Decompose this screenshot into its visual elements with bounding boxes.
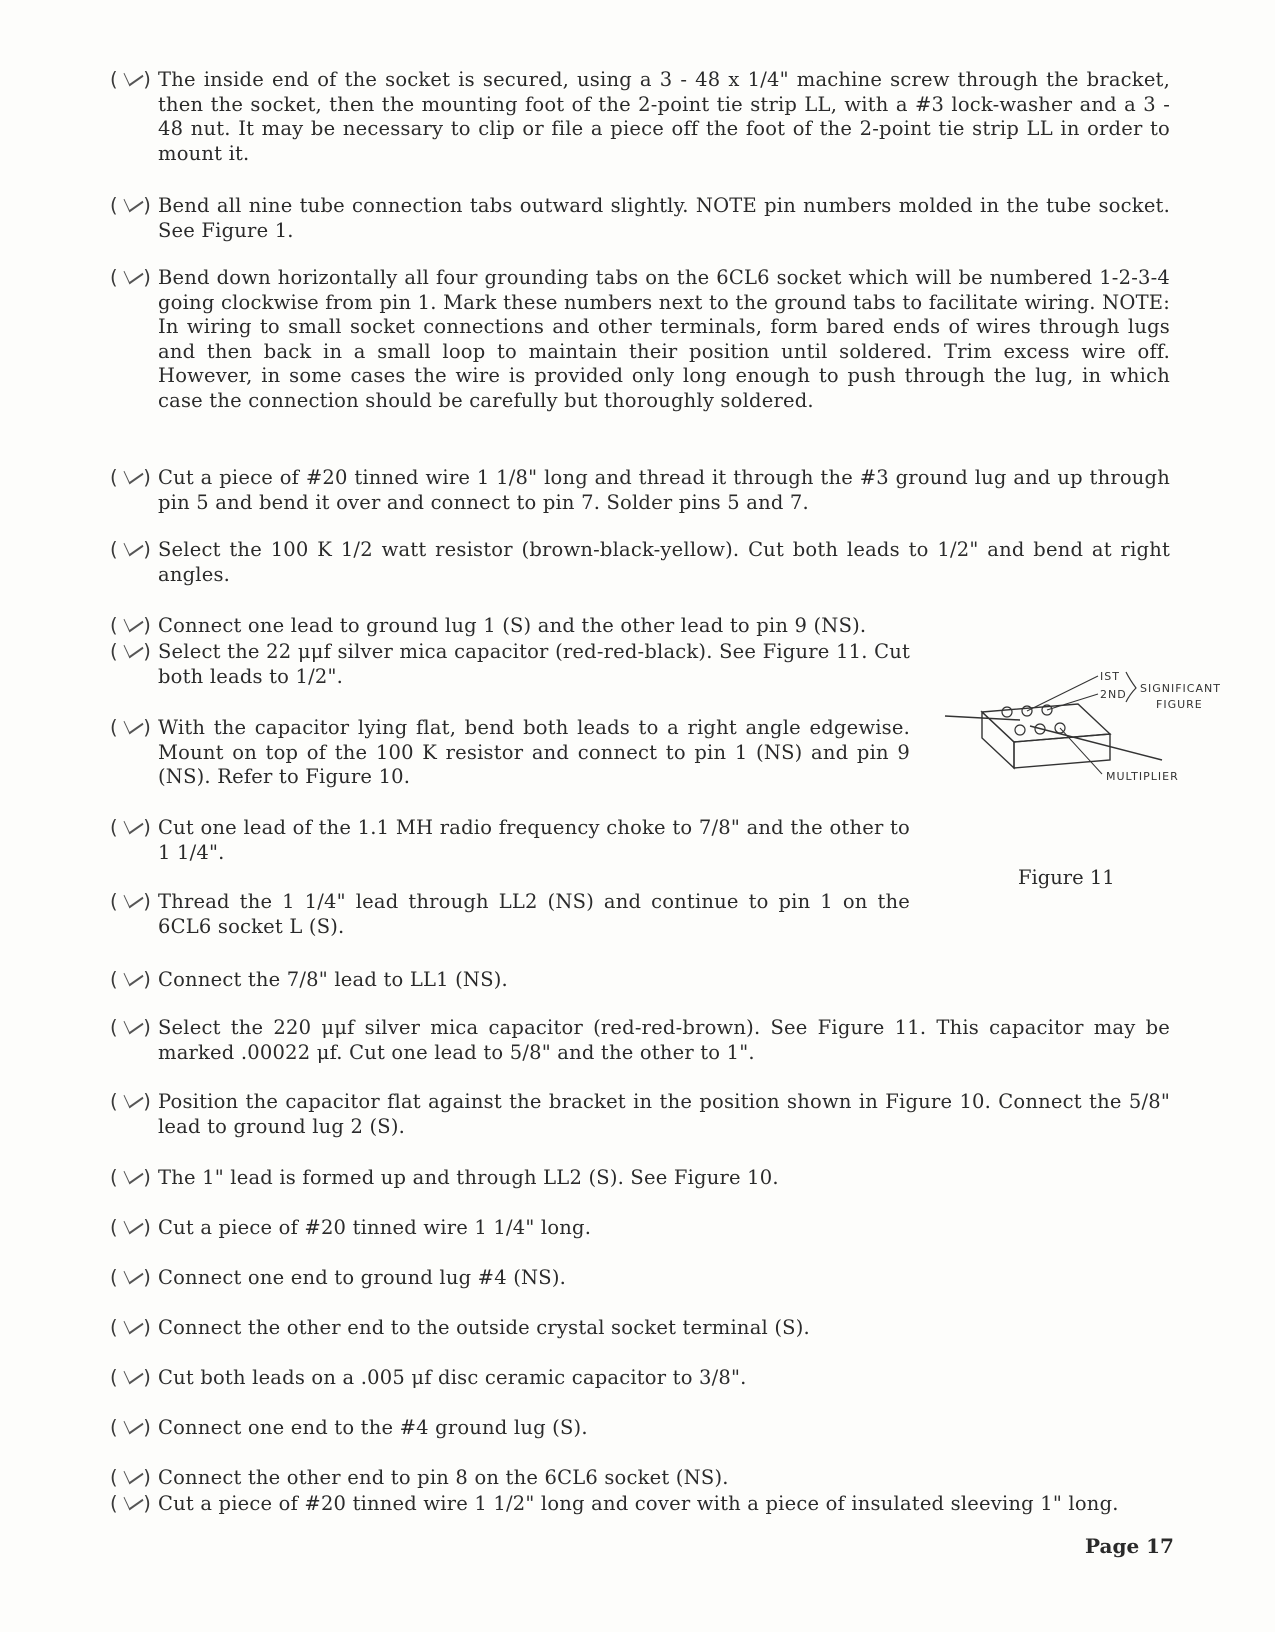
instruction-step <box>110 194 1170 243</box>
step-text: Connect the 7/8" lead to LL1 (NS). <box>158 968 508 991</box>
instruction-step <box>110 890 910 939</box>
figure-label: 2ND <box>1100 688 1127 701</box>
step-text: Connect the other end to pin 8 on the 6CL6 socket (NS). <box>158 1466 729 1489</box>
step-text: Bend all nine tube connection tabs outward slightly. NOTE pin numbers molded in the tube socket. See Figure 1. <box>158 194 1170 242</box>
color-dot <box>1015 725 1025 735</box>
checkbox-icon[interactable]: ( ) <box>110 1090 152 1115</box>
checkbox-icon[interactable]: ( ) <box>110 816 152 841</box>
capacitor-body-front <box>1014 734 1110 768</box>
checkbox-icon[interactable]: ( ) <box>110 1266 152 1291</box>
instruction-step <box>110 716 910 790</box>
step-text: Cut a piece of #20 tinned wire 1 1/8" long and thread it through the #3 ground lug and up through pin 5 and bend it over and connect to pin 7. Solder pins 5 and 7. <box>158 466 1170 514</box>
step-text: Connect one end to the #4 ground lug (S). <box>158 1416 588 1439</box>
capacitor-body-side <box>982 712 1014 768</box>
instruction-step <box>110 1266 1170 1291</box>
step-text: Cut both leads on a .005 μf disc ceramic capacitor to 3/8". <box>158 1366 747 1389</box>
instruction-step <box>110 1166 1170 1191</box>
checkbox-icon[interactable]: ( ) <box>110 640 152 665</box>
leader-line <box>1047 694 1098 710</box>
capacitor-lead-right <box>1030 726 1162 760</box>
step-text: Select the 100 K 1/2 watt resistor (brown-black-yellow). Cut both leads to 1/2" and bend at right angles. <box>158 538 1170 586</box>
checkbox-icon[interactable]: ( ) <box>110 1316 152 1341</box>
step-text: The inside end of the socket is secured, using a 3 - 48 x 1/4" machine screw through the bracket, then the socket, then the mounting foot of the 2-point tie strip LL, with a #3 lock-washer and a 3 - 48 nut. It may be necessary to clip or file a piece off the foot of the 2-point tie strip LL in order to mount it. <box>158 68 1170 165</box>
step-text: The 1" lead is formed up and through LL2 (S). See Figure 10. <box>158 1166 779 1189</box>
step-text: With the capacitor lying flat, bend both leads to a right angle edgewise. Mount on top of the 100 K resistor and connect to pin 1 (NS) and pin 9 (NS). Refer to Figure 10. <box>158 716 910 788</box>
instruction-step <box>110 968 1170 993</box>
step-text: Thread the 1 1/4" lead through LL2 (NS) and continue to pin 1 on the 6CL6 socket L (S). <box>158 890 910 938</box>
instruction-step <box>110 1466 1170 1491</box>
step-text: Connect one lead to ground lug 1 (S) and the other lead to pin 9 (NS). <box>158 614 867 637</box>
step-text: Connect the other end to the outside crystal socket terminal (S). <box>158 1316 810 1339</box>
instruction-step <box>110 1366 1170 1391</box>
checkbox-icon[interactable]: ( ) <box>110 614 152 639</box>
checkbox-icon[interactable]: ( ) <box>110 968 152 993</box>
checkbox-icon[interactable]: ( ) <box>110 1466 152 1491</box>
instruction-step <box>110 538 1170 587</box>
figure-label: SIGNIFICANT <box>1140 682 1221 695</box>
step-text: Cut a piece of #20 tinned wire 1 1/4" long. <box>158 1216 592 1239</box>
checkbox-icon[interactable]: ( ) <box>110 890 152 915</box>
capacitor-figure <box>940 668 1250 788</box>
figure-label: FIGURE <box>1156 698 1203 711</box>
checkbox-icon[interactable]: ( ) <box>110 1216 152 1241</box>
figure-label: MULTIPLIER <box>1106 770 1179 783</box>
instruction-step <box>110 1016 1170 1065</box>
bracket-icon <box>1126 672 1136 702</box>
checkbox-icon[interactable]: ( ) <box>110 538 152 563</box>
checkbox-icon[interactable]: ( ) <box>110 1166 152 1191</box>
instruction-step <box>110 816 910 865</box>
step-text: Select the 220 μμf silver mica capacitor (red-red-brown). See Figure 11. This capacitor may be marked .00022 μf. Cut one lead to 5/8" and the other to 1". <box>158 1016 1170 1064</box>
step-text: Select the 22 μμf silver mica capacitor (red-red-black). See Figure 11. Cut both leads to 1/2". <box>158 640 910 688</box>
step-text: Bend down horizontally all four grounding tabs on the 6CL6 socket which will be numbered 1-2-3-4 going clockwise from pin 1. Mark these numbers next to the ground tabs to facilitate wiring. NOTE: In wiring to small socket connections and other terminals, form bared ends of wires through lugs and then back in a small loop to maintain their position until soldered. Trim excess wire off. However, in some cases the wire is provided only long enough to push through the lug, in which case the connection should be carefully but thoroughly soldered. <box>158 266 1170 412</box>
checkbox-icon[interactable]: ( ) <box>110 1492 152 1517</box>
checkbox-icon[interactable]: ( ) <box>110 68 152 93</box>
step-text: Cut a piece of #20 tinned wire 1 1/2" long and cover with a piece of insulated sleeving 1" long. <box>158 1492 1119 1515</box>
figure-label: IST <box>1100 670 1120 683</box>
instruction-step <box>110 614 910 639</box>
instruction-step <box>110 266 1170 413</box>
step-text: Position the capacitor flat against the bracket in the position shown in Figure 10. Connect the 5/8" lead to ground lug 2 (S). <box>158 1090 1170 1138</box>
instruction-step <box>110 68 1170 166</box>
checkbox-icon[interactable]: ( ) <box>110 266 152 291</box>
step-text: Cut one lead of the 1.1 MH radio frequency choke to 7/8" and the other to 1 1/4". <box>158 816 910 864</box>
color-dot <box>1002 707 1012 717</box>
page-number: Page 17 <box>1085 1534 1174 1558</box>
checkbox-icon[interactable]: ( ) <box>110 1416 152 1441</box>
figure-caption: Figure 11 <box>1018 866 1115 889</box>
checkbox-icon[interactable]: ( ) <box>110 194 152 219</box>
instruction-step <box>110 466 1170 515</box>
instruction-step <box>110 1416 1170 1441</box>
instruction-step <box>110 1316 1170 1341</box>
checkbox-icon[interactable]: ( ) <box>110 1016 152 1041</box>
instruction-step <box>110 1492 1170 1517</box>
instruction-step <box>110 1090 1170 1139</box>
step-text: Connect one end to ground lug #4 (NS). <box>158 1266 567 1289</box>
instruction-step <box>110 1216 1170 1241</box>
instruction-step <box>110 640 910 689</box>
checkbox-icon[interactable]: ( ) <box>110 1366 152 1391</box>
checkbox-icon[interactable]: ( ) <box>110 716 152 741</box>
checkbox-icon[interactable]: ( ) <box>110 466 152 491</box>
